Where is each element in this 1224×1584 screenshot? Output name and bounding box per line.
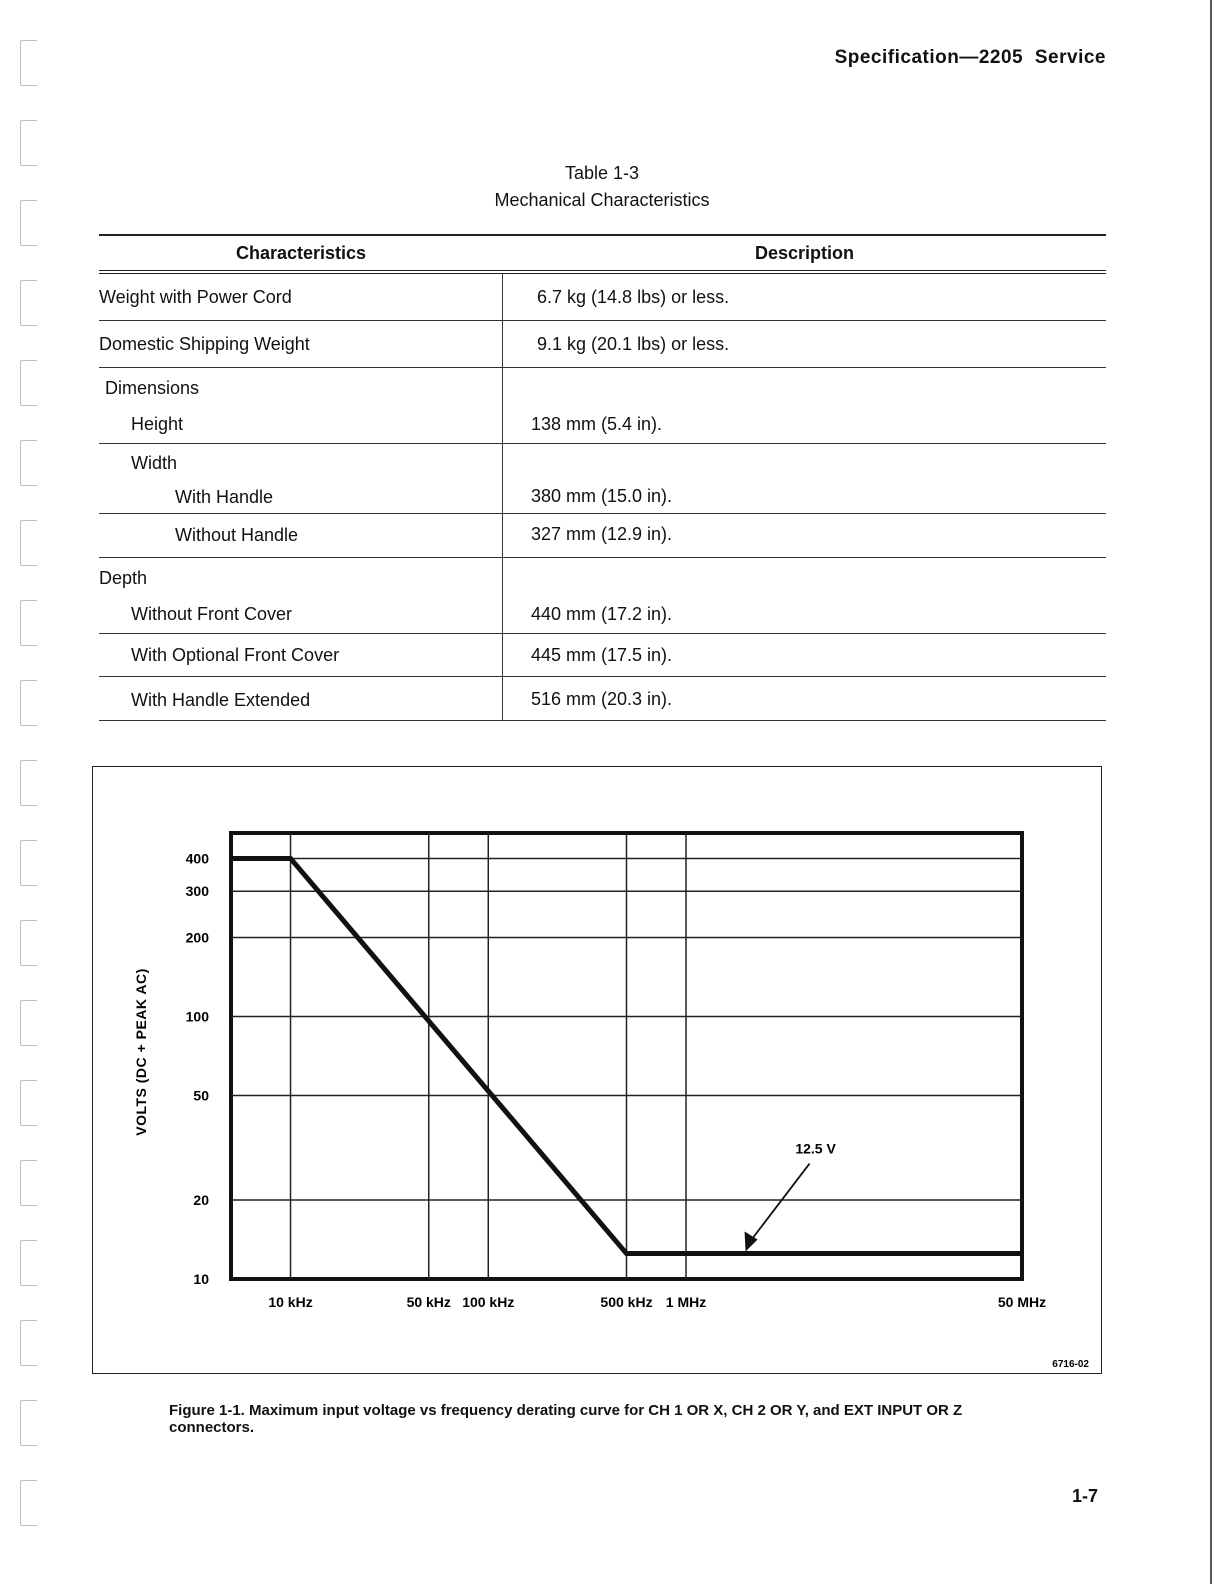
table-title <box>0 160 1204 214</box>
table-row <box>99 444 1106 514</box>
x-tick-label: 100 kHz <box>462 1294 515 1310</box>
row-value: 6.7 kg (14.8 lbs) or less. <box>537 287 730 307</box>
binder-hole <box>20 40 37 86</box>
row-value <box>531 368 1106 406</box>
row-label: Without Front Cover <box>131 604 293 624</box>
x-tick-label: 1 MHz <box>665 1294 707 1310</box>
y-tick-label: 10 <box>193 1271 209 1287</box>
y-tick-label: 50 <box>193 1087 209 1104</box>
binder-hole <box>20 920 37 966</box>
mechanical-characteristics-table <box>99 234 1106 721</box>
row-value: 516 mm (20.3 in). <box>531 689 673 709</box>
row-label: Dimensions <box>105 378 200 398</box>
binder-hole <box>20 1480 37 1526</box>
row-label: Width <box>131 453 178 473</box>
figure-id: 6716-02 <box>1052 1359 1089 1370</box>
row-value <box>531 558 1106 596</box>
binder-hole <box>20 1000 37 1046</box>
binder-hole <box>20 680 37 726</box>
row-value <box>531 444 1106 480</box>
row-label: Domestic Shipping Weight <box>99 334 310 354</box>
x-tick-label: 50 kHz <box>406 1294 451 1310</box>
binder-hole <box>20 520 37 566</box>
binder-hole <box>20 360 37 406</box>
table-number: Table 1-3 <box>564 163 640 183</box>
table-row <box>99 368 1106 444</box>
column-header-description: Description <box>754 242 855 263</box>
row-label: Depth <box>99 568 148 588</box>
row-label: Without Handle <box>175 525 299 545</box>
figure-frame <box>92 766 1102 1374</box>
table-row <box>99 677 1106 721</box>
y-tick-label: 200 <box>185 929 209 946</box>
table-row <box>99 558 1106 634</box>
annotation-label: 12.5 V <box>795 1140 836 1157</box>
table-row <box>99 274 1106 321</box>
row-label: Height <box>131 414 184 434</box>
binder-hole <box>20 1320 37 1366</box>
binder-hole <box>20 1080 37 1126</box>
y-tick-label: 300 <box>185 883 209 900</box>
column-header-characteristics: Characteristics <box>235 242 367 263</box>
table-header-row <box>99 234 1106 274</box>
table-caption: Mechanical Characteristics <box>494 190 710 210</box>
row-label: With Handle <box>175 487 274 507</box>
row-value: 327 mm (12.9 in). <box>531 524 673 544</box>
binder-hole <box>20 1240 37 1286</box>
page-header: Specification—2205 Service <box>834 47 1106 68</box>
figure-caption: Figure 1-1. Maximum input voltage vs frequency derating curve for CH 1 OR X, CH 2 OR Y, and EXT INPUT OR Z connectors. <box>169 1402 963 1436</box>
table-row <box>99 514 1106 558</box>
binder-hole <box>20 840 37 886</box>
row-label: Weight with Power Cord <box>99 287 292 307</box>
x-tick-label: 10 kHz <box>268 1294 313 1310</box>
annotation-arrow-shaft <box>752 1164 810 1240</box>
binder-holes <box>20 40 42 1560</box>
binder-hole <box>20 440 37 486</box>
binder-hole <box>20 1400 37 1446</box>
row-label: With Optional Front Cover <box>131 645 340 665</box>
binder-hole <box>20 760 37 806</box>
y-tick-label: 400 <box>185 850 209 867</box>
y-tick-label: 100 <box>185 1008 209 1025</box>
row-value: 9.1 kg (20.1 lbs) or less. <box>537 334 730 354</box>
x-tick-label: 50 MHz <box>997 1294 1047 1310</box>
row-value: 380 mm (15.0 in). <box>531 486 673 506</box>
y-tick-label: 20 <box>193 1191 209 1208</box>
page-number: 1-7 <box>1071 1486 1098 1506</box>
row-value: 138 mm (5.4 in). <box>531 414 663 434</box>
row-label: With Handle Extended <box>131 690 311 710</box>
binder-hole <box>20 280 37 326</box>
table-row <box>99 321 1106 368</box>
binder-hole <box>20 600 37 646</box>
derating-chart <box>93 767 1101 1373</box>
binder-hole <box>20 1160 37 1206</box>
table-row <box>99 634 1106 677</box>
page-edge <box>1210 0 1212 1584</box>
row-value: 440 mm (17.2 in). <box>531 604 673 624</box>
y-axis-label: VOLTS (DC + PEAK AC) <box>133 968 149 1136</box>
x-tick-label: 500 kHz <box>600 1294 653 1310</box>
row-value: 445 mm (17.5 in). <box>531 645 673 665</box>
